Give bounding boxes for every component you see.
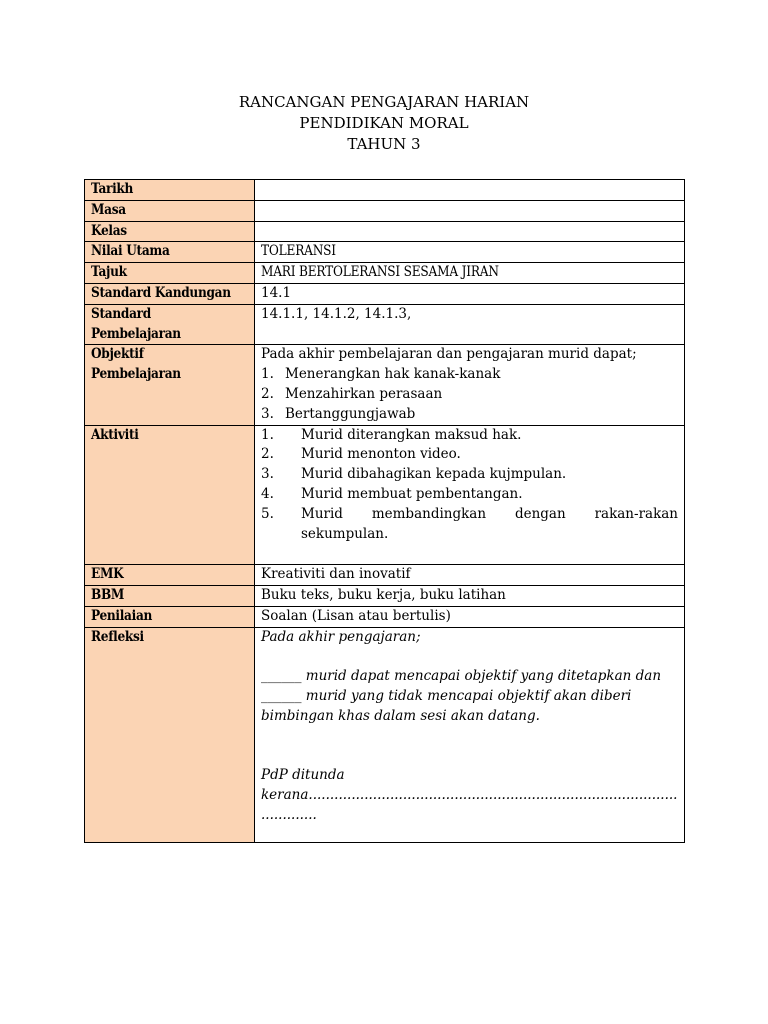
row-kelas — [85, 221, 685, 242]
lesson-plan-table — [84, 179, 685, 843]
value-tajuk: MARI BERTOLERANSI SESAMA JIRAN — [255, 263, 685, 284]
title-line-3: TAHUN 3 — [347, 135, 421, 153]
list-item — [261, 505, 678, 545]
refleksi-line: Pada akhir pengajaran; — [261, 628, 421, 645]
spacer — [261, 826, 678, 842]
refleksi-line: PdP ditunda — [261, 767, 345, 784]
row-refleksi — [85, 627, 685, 842]
list-text: Murid diterangkan maksud hak. — [301, 426, 522, 443]
word: rakan-rakan — [594, 505, 678, 522]
label-line: Pembelajaran — [91, 366, 181, 383]
value-objektif — [255, 345, 685, 425]
label-emk: EMK — [85, 565, 255, 586]
refleksi-line: ______ murid yang tidak mencapai objektif akan diberi — [261, 687, 632, 704]
value-masa[interactable] — [255, 200, 685, 221]
spacer — [261, 727, 678, 747]
label-kelas: Kelas — [85, 221, 255, 242]
value-aktiviti — [255, 425, 685, 565]
label-standard-kandungan: Standard Kandungan — [85, 283, 255, 304]
list-item — [261, 445, 678, 465]
list-text: Murid menonton video. — [301, 446, 461, 463]
list-item — [261, 365, 678, 385]
row-standard-kandungan — [85, 283, 685, 304]
list-number: 5. — [261, 505, 274, 522]
continuation-line: sekumpulan. — [301, 525, 389, 542]
label-bbm: BBM — [85, 585, 255, 606]
list-number: 1. — [261, 426, 274, 443]
row-tarikh — [85, 180, 685, 201]
row-aktiviti — [85, 425, 685, 565]
value-kelas[interactable] — [255, 221, 685, 242]
spacer — [261, 746, 678, 766]
label-penilaian: Penilaian — [85, 606, 255, 627]
list-text: Menerangkan hak kanak-kanak — [285, 366, 501, 383]
value-standard-pembelajaran: 14.1.1, 14.1.2, 14.1.3, — [255, 304, 685, 345]
list-number: 1. — [261, 366, 274, 383]
row-bbm — [85, 585, 685, 606]
refleksi-line: bimbingan khas dalam sesi akan datang. — [261, 707, 540, 724]
row-nilai-utama — [85, 242, 685, 263]
list-number: 2. — [261, 385, 274, 402]
list-item — [261, 426, 678, 446]
spacer — [261, 647, 678, 667]
row-masa — [85, 200, 685, 221]
justified-line — [301, 505, 678, 525]
list-text — [301, 505, 678, 545]
label-standard-pembelajaran — [85, 304, 255, 345]
document-title — [0, 92, 768, 155]
label-masa: Masa — [85, 200, 255, 221]
label-line: Pembelajaran — [91, 325, 181, 342]
word: dengan — [514, 505, 566, 522]
label-line: Standard — [91, 305, 151, 322]
title-line-2: PENDIDIKAN MORAL — [299, 114, 469, 132]
value-refleksi — [255, 627, 685, 842]
list-item — [261, 485, 678, 505]
list-text: Bertanggungjawab — [285, 405, 416, 422]
refleksi-line: ______ murid dapat mencapai objektif yang ditetapkan dan — [261, 668, 662, 685]
row-tajuk — [85, 263, 685, 284]
row-standard-pembelajaran — [85, 304, 685, 345]
list-number: 2. — [261, 446, 274, 463]
value-nilai-utama: TOLERANSI — [255, 242, 685, 263]
label-line: Objektif — [91, 346, 144, 363]
row-objektif — [85, 345, 685, 425]
word: Murid — [301, 505, 343, 522]
objektif-intro: Pada akhir pembelajaran dan pengajaran murid dapat; — [261, 346, 637, 363]
list-item — [261, 385, 678, 405]
value-standard-kandungan: 14.1 — [255, 283, 685, 304]
list-text: Murid dibahagikan kepada kujmpulan. — [301, 466, 567, 483]
row-emk — [85, 565, 685, 586]
value-bbm: Buku teks, buku kerja, buku latihan — [255, 585, 685, 606]
label-tajuk: Tajuk — [85, 263, 255, 284]
list-text: Menzahirkan perasaan — [285, 385, 443, 402]
list-item — [261, 405, 678, 425]
list-item — [261, 465, 678, 485]
label-aktiviti: Aktiviti — [85, 425, 255, 565]
label-objektif — [85, 345, 255, 425]
title-line-1: RANCANGAN PENGAJARAN HARIAN — [238, 93, 530, 111]
refleksi-line: kerana...................................................................................... — [261, 786, 678, 803]
value-penilaian: Soalan (Lisan atau bertulis) — [255, 606, 685, 627]
spacer — [261, 544, 678, 564]
value-emk: Kreativiti dan inovatif — [255, 565, 685, 586]
list-number: 4. — [261, 485, 274, 502]
refleksi-line: ............. — [261, 806, 317, 823]
label-nilai-utama: Nilai Utama — [85, 242, 255, 263]
row-penilaian — [85, 606, 685, 627]
list-number: 3. — [261, 405, 274, 422]
word: membandingkan — [371, 505, 487, 522]
value-tarikh[interactable] — [255, 180, 685, 201]
label-tarikh: Tarikh — [85, 180, 255, 201]
list-text: Murid membuat pembentangan. — [301, 485, 523, 502]
label-refleksi: Refleksi — [85, 627, 255, 842]
list-number: 3. — [261, 466, 274, 483]
